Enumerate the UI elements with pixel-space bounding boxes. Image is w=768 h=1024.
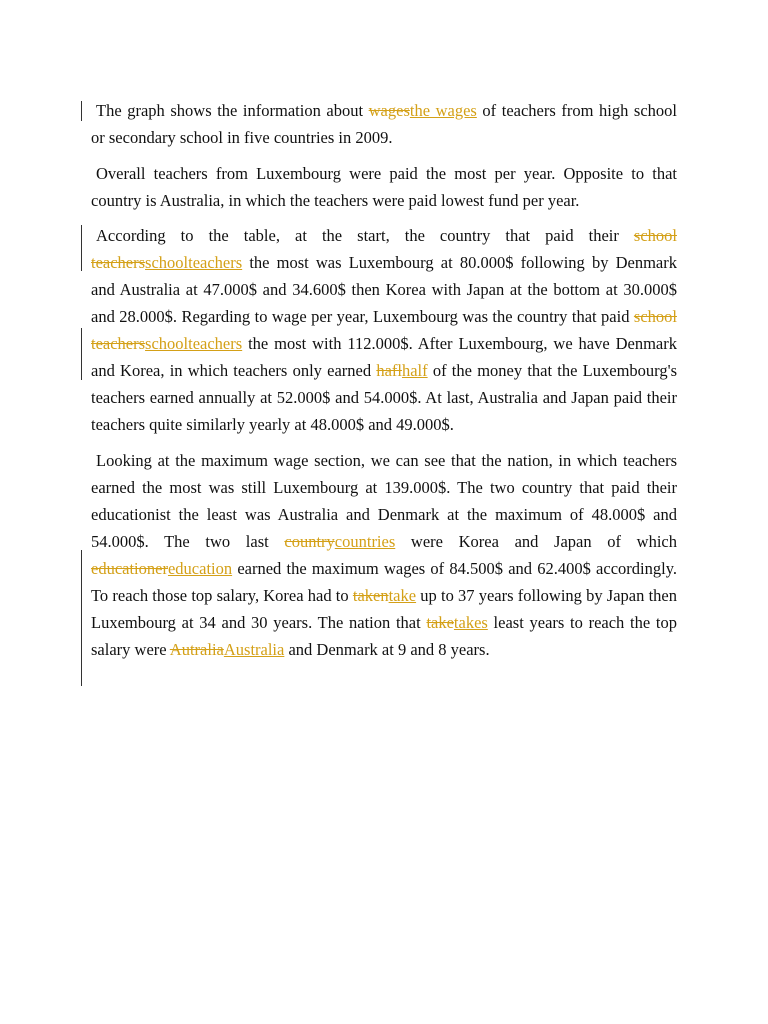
inserted-text: Australia (223, 639, 285, 659)
text-run: up to 37 years following by Japan then Luxembourg at 34 and 30 years. The nation that (91, 585, 677, 632)
deleted-text: hafl (376, 361, 402, 380)
inserted-text: education (167, 558, 233, 578)
text-run: The graph shows the information about (96, 101, 369, 120)
change-bar (81, 328, 82, 380)
change-bar (81, 101, 82, 121)
deleted-text: country (284, 531, 335, 551)
deleted-text: school teachers (91, 307, 677, 353)
document-body[interactable] (91, 97, 677, 671)
text-run: of the money that the Luxembourg's teachers earned annually at 52.000$ and 54.000$. At last, Australia and Japan paid their teachers quite similarly yearly at 48.000$ and 49.000$. (91, 361, 677, 434)
inserted-text: the wages (409, 101, 477, 120)
text-run: Looking at the maximum wage section, we can see that the nation, in which teachers earned the most was still Luxembourg at 139.000$. The two country that paid their educationist the least was Australia and Denmark at the maximum of 48.000$ and 54.000$. The two last (91, 450, 677, 551)
text-run: According to the table, at the start, the country that paid their (96, 226, 634, 245)
inserted-text: schoolteachers (145, 334, 243, 353)
change-bar (81, 550, 82, 686)
text-run: of teachers from high school or secondary school in five countries in 2009. (91, 101, 677, 147)
deleted-text: school teachers (91, 226, 677, 272)
inserted-text: countries (334, 531, 396, 551)
text-run: the most was Luxembourg at 80.000$ following by Denmark and Australia at 47.000$ and 34.600$ then Korea with Japan at the bottom at 30.000$ and 28.000$. Regarding to wage per year, Luxembourg was the country that paid (91, 253, 677, 326)
paragraph-2 (91, 160, 677, 214)
deleted-text: educationer (91, 558, 168, 578)
text-run: were Korea and Japan of which (395, 531, 677, 551)
paragraph-3 (91, 222, 677, 438)
inserted-text: takes (453, 612, 488, 632)
text-run: and Denmark at 9 and 8 years. (284, 639, 490, 659)
inserted-text: schoolteachers (145, 253, 243, 272)
change-bar (81, 225, 82, 271)
paragraph-4 (91, 447, 677, 663)
inserted-text: half (401, 361, 428, 380)
deleted-text: Autralia (169, 639, 224, 659)
text-run: least years to reach the top salary were (91, 612, 677, 659)
text-run: Overall teachers from Luxembourg were paid the most per year. Opposite to that country is Australia, in which the teachers were paid lowest fund per year. (91, 163, 677, 210)
inserted-text: take (388, 585, 417, 605)
deleted-text: wages (368, 101, 410, 120)
text-run: the most with 112.000$. After Luxembourg, we have Denmark and Korea, in which teachers only earned (91, 334, 677, 380)
deleted-text: taken (352, 585, 389, 605)
paragraph-1 (91, 97, 677, 151)
deleted-text: take (426, 612, 454, 632)
text-run: earned the maximum wages of 84.500$ and 62.400$ accordingly. To reach those top salary, Korea had to (91, 558, 677, 605)
